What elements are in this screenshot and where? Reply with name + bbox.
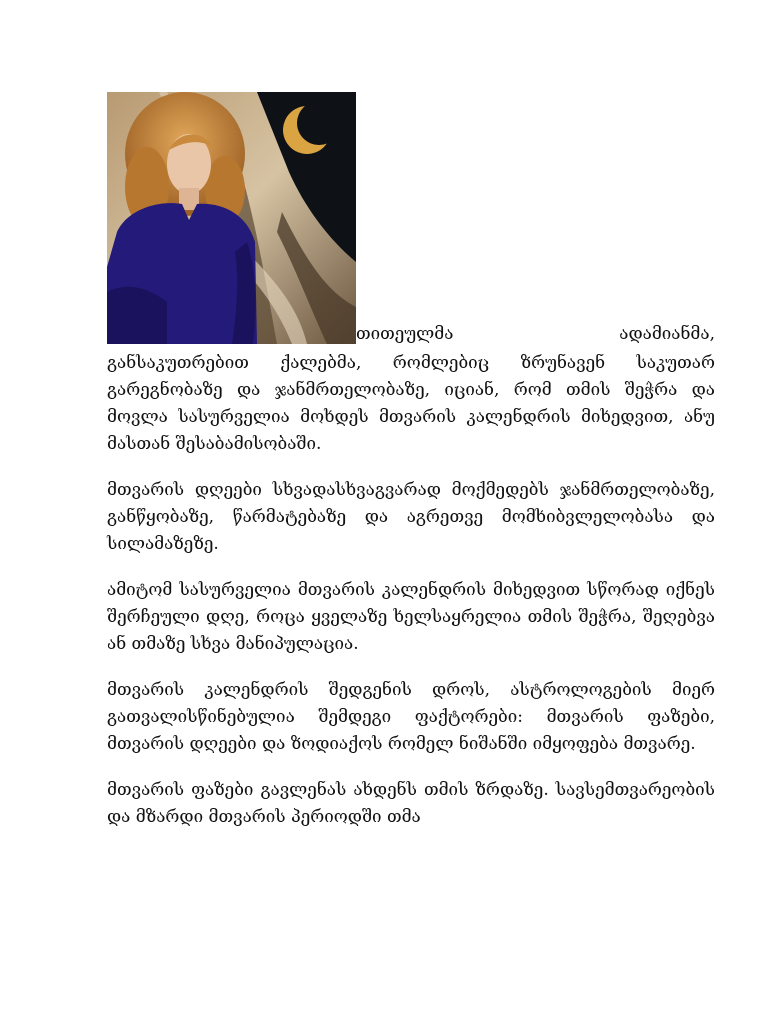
woman-moon-photo — [107, 92, 356, 344]
paragraph-2: მთვარის დღეები სხვადასხვაგვარად მოქმედებს ჯანმრთელობაზე, განწყობაზე, წარმატებაზე და აგრეთვე მომხიბვლელობასა და სილამაზეზე. — [107, 480, 715, 554]
second-word: ადამიანმა, — [619, 324, 715, 344]
document-page — [107, 86, 715, 850]
paragraph-3: ამიტომ სასურველია მთვარის კალენდრის მიხედვით სწორად იქნეს შერჩეული დღე, როცა ყველაზე ხელსაყრელია თმის შეჭრა, შეღებვა ან თმაზე სხვა მანიპულაცია. — [107, 580, 715, 654]
paragraph-4: მთვარის კალენდრის შედგენის დროს, ასტროლოგების მიერ გათვალისწინებულია შემდეგი ფაქტორები: მთვარის ფაზები, მთვარის დღეები და ზოდიაქოს რომელ ნიშანში იმყოფება მთვარე. — [107, 680, 715, 754]
paragraph-5: მთვარის ფაზები გავლენას ახდენს თმის ზრდაზე. სავსემთვარეობის და მზარდი მთვარის პერიოდში თმა — [107, 780, 715, 827]
paragraph-1-body: განსაკუთრებით ქალებმა, რომლებიც ზრუნავენ საკუთარ გარეგნობაზე და ჯანმრთელობაზე, იციან, რომ თმის შეჭრა და მოვლა სასურველია მოხდეს მთვარის კალენდრის მიხედვით, ანუ მასთან შესაბამისობაში. — [107, 353, 715, 454]
first-word: თითეულმა — [356, 324, 454, 344]
first-line-text — [356, 325, 715, 344]
first-line — [107, 86, 715, 344]
